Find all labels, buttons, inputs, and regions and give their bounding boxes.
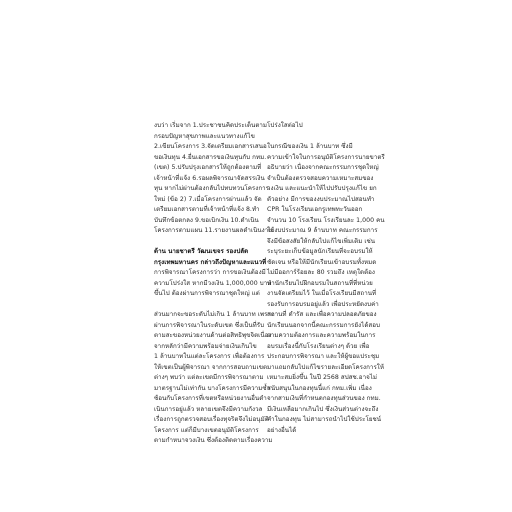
text-line: 1 ล้านบาทในแต่ละโครงการ เพื่อต้องการ: [154, 353, 265, 360]
article-column-right: [267, 121, 385, 436]
text-line: ประกอบการพิจารณา และให้ผู้ขอแประชุม: [267, 353, 380, 360]
text-line: ตามสะของหน่วยงานด้านต่อสิทธิพุขจิตเนื่อง: [154, 332, 272, 339]
text-line: อย่างอื่นได้: [267, 426, 297, 434]
text-line: เจ้าหน้าที่แจ้ง 6.รอผลพิจารณาจัดสรรเงิน: [154, 174, 265, 182]
text-line: จำนวน 10 โรงเรียน โรงเรียนละ 1,000 คน: [267, 216, 385, 224]
text-line: ความโปร่งใส หากมีวงเงิน 1,000,000 บาท: [154, 279, 272, 287]
paragraph-gap: [154, 300, 256, 311]
article-column-left: [154, 121, 275, 447]
text-line: เหมาะสมยิ่งขึ้น ในปี 2568 สปสช.อาจไม่: [267, 374, 378, 381]
text-line: อธิบายว่า เนื่องจากคณะกรรมการชุดใหญ่: [267, 164, 379, 171]
text-line: เตรียมเอกสารตามที่เจ้าหน้าที่แจ้ง 8.ทำ: [154, 206, 260, 213]
text-line: คำในกองทุน ไม่สามารถนำไปใช้ประโยชน์: [267, 416, 382, 423]
text-line: ตามกำหนาจวงเงิน ซึ่งต้องติดตามเรื่องความ: [154, 437, 273, 444]
text-line: ถามความต้องการและความพร้อมในการ: [267, 332, 376, 339]
text-line: มีเงินเหลือมากเกินไป ซึ่งเงินส่วนต่างจะถึง: [267, 405, 379, 413]
text-line: ตัวอย่าง มีการของงบประมาณไปสอนทำ: [267, 195, 375, 203]
text-line: โปร่งใสต่อไป: [267, 122, 303, 129]
text-line: ความเข้าใจในการอนุมัติโครงการนายขาตรี: [267, 153, 385, 161]
text-line: จากหลักว่ามีความพร้อมจ่ายเงินเกินไข: [154, 342, 257, 350]
text-line: ชัดเจน หรือให้มีนักเรียนเข้าอบรมทั้งหมด: [267, 258, 377, 266]
text-line: ผ่านการพิจารณาในระดับเขต ซึ่งเป็นที่รับ: [154, 321, 265, 329]
text-line: รองรับการอบรมอยู่แล้ว เพื่อประหยัดงบค่า: [267, 300, 379, 308]
text-line: CPR ในโรงเรียนเอกรูเทพทะวันออก: [267, 206, 363, 213]
text-line: งบว่า เริ่มจาก 1.ประชาชนคิดประเด็นตาม: [154, 122, 268, 129]
text-line: จึงมีข้อสงสัยให้กลับไปแก้ไขเพิ่มเติม เช่น: [267, 237, 376, 245]
text-line: ส่วนมากจะขอระดับไม่เกิน 1 ล้านบาท เพราะ: [154, 311, 275, 318]
text-line: ใหม่ (ข้อ 2) 7.เมื่อโครงการผ่านแล้ว จัด: [154, 195, 262, 203]
text-line: สถานที่ ดำรัส และเพื่อความปลอดภัยของ: [267, 311, 377, 318]
text-line: ระบุระยะเก็บข้อมูลนักเรียนที่จะอบรมให้: [267, 248, 373, 255]
text-line: งานจัดเตรียมไว้ ในเมื่อโรงเรียนมีสถานที่: [267, 290, 377, 297]
text-line: สนับสนุนในกองทุนนี้แก่ กทม.เพิ่ม เนื่อง: [267, 384, 372, 392]
text-line: นักเรียนนอกจากนี้คณะกรรมการยังได้สอบ: [267, 321, 380, 329]
text-line: เรื่องการถูกตรวจสอบเรื่องทุจริตจึงไม่อนุมัติ: [154, 416, 269, 423]
text-line: ขอเงินทุน 4.ยื่นเอกสารขอเงินทุนกับ กทม.: [154, 153, 267, 161]
text-line: โครงการตามแผน 11.รายงานผลดำเนินงาน: [154, 227, 273, 234]
text-line: ต่างๆ พบว่า แต่ละเขตมีการพิจารณาตาม: [154, 374, 264, 381]
text-line: ด้าน นายชาตรี วัฒนเขจร รองปลัด: [154, 248, 249, 255]
text-line: ในกรณีของเงิน 1 ล้านบาท ซึ่งมี: [267, 143, 353, 150]
text-line: กรอบปัญหาสุขภาพและแนวทางแก้ไข: [154, 132, 255, 140]
text-line: (เขต) 5.ปรับปรุงเอกสารให้ถูกต้องตามที่: [154, 164, 262, 171]
text-line: 2.เขียนโครงการ 3.จัดเตรียมเอกสารเสนอ: [154, 143, 267, 150]
text-line: การพิจารณาโครงการว่า การขอเงินต้องมี: [154, 269, 266, 276]
text-line: ทุน หากไม่ผ่านต้องกลับไปทบทวนโครงการ: [154, 185, 270, 192]
text-line: นำนักเรียนไปฝึกอบรมในสถานที่ที่หน่วย: [267, 279, 373, 287]
text-line: ไม่มีออการ์ร้อยละ 80 รวมถึง เหตุใดต้อง: [267, 269, 375, 276]
text-line: กรุงเทพมหานคร กล่าวถึงปัญหาและแนวที่: [154, 258, 267, 266]
text-line: ซ้อนกับโครงการที่เขตหรือหน่วยงานอื่นดำ: [154, 395, 267, 402]
text-line: เนินการอยู่แล้ว หลายเขตจึงมีความกังวล: [154, 405, 263, 413]
text-line: มาแถมกลับไปแก้ไขรายละเอียดโครงการให้: [267, 363, 385, 371]
text-line: วงเงิน และแนะนำให้ไปปรับปรุงแก้ไข ยก: [267, 185, 377, 192]
text-line: ให้เขตเป็นผู้พิจารณา จากการสอบถามเขต: [154, 363, 268, 371]
text-line: ใช้งบประมาณ 9 ล้านบาท คณะกรรมการ: [267, 227, 378, 234]
text-line: โครงการ แต่ก็มีบางเขตอนุมัติโครงการ: [154, 426, 259, 434]
text-line: จากสามเงินที่กำหนดกองทุนส่วนของ กทม.: [267, 395, 381, 402]
paragraph-gap: [267, 132, 365, 143]
text-line: ขึ้นไป ต้องผ่านการพิจารณาชุดใหญ่ แต่: [154, 290, 260, 297]
text-line: มาตรฐานไม่เท่ากัน บางโครงการมีความซ้ำ: [154, 384, 271, 392]
paragraph-gap: [154, 237, 256, 248]
text-line: อบรมเรื่องนี้กับโรงเรียนต่างๆ ด้วย เพื่อ: [267, 342, 370, 350]
text-line: จำเป็นต้องตรวจสอบความเหมาะสมของ: [267, 174, 374, 182]
text-line: บันทึกข้อตกลง 9.ขอเบิกเงิน 10.ดำเนิน: [154, 216, 259, 224]
